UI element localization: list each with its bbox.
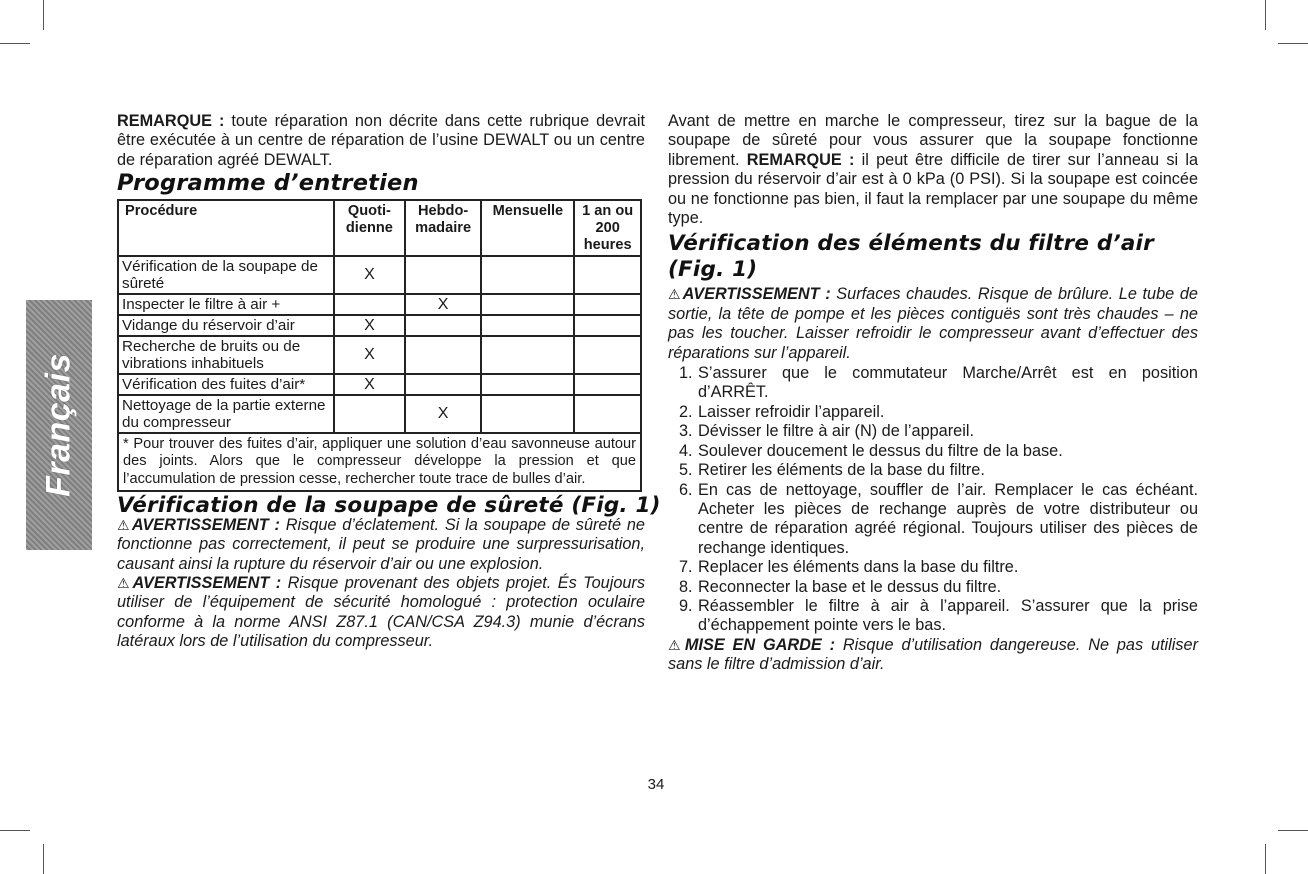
table-footnote-row	[118, 433, 641, 492]
list-item: 1. S’assurer que le commutateur Marche/Arrêt est en position d’ARRÊT.	[679, 364, 1198, 402]
row-daily: X	[334, 336, 405, 374]
table-row	[118, 256, 641, 294]
row-monthly	[481, 315, 574, 336]
row-procedure: Nettoyage de la partie externe du compresseur	[118, 395, 334, 433]
valve-intro-remark-text: il peut être difficile de tirer sur l’anneau si la pression du réservoir d’air est à 0 kPa (0 PSI). Si la soupape est coincée ou ne fonctionne pas bien, il faut la remplacer par une soupape du même type.	[668, 150, 1199, 228]
row-procedure: Vérification de la soupape de sûreté	[118, 256, 334, 294]
header-daily: Quoti- dienne	[334, 200, 405, 256]
row-monthly	[481, 294, 574, 315]
table-row	[118, 294, 641, 315]
filter-caution	[668, 636, 1198, 675]
list-item: 8. Reconnecter la base et le dessus du filtre.	[679, 577, 1002, 596]
row-weekly	[405, 256, 482, 294]
crop-mark	[43, 844, 44, 874]
valve-section-title: Vérification de la soupape de sûreté (Fig. 1)	[117, 493, 661, 519]
valve-warning-burst	[117, 516, 645, 574]
table-header-row	[118, 200, 641, 256]
right-column	[668, 112, 1198, 675]
valve-intro-remark-label: REMARQUE :	[746, 150, 855, 169]
header-yearly: 1 an ou 200 heures	[574, 200, 641, 256]
row-daily: X	[334, 315, 405, 336]
row-daily	[334, 294, 405, 315]
row-procedure: Recherche de bruits ou de vibrations inhabituels	[118, 336, 334, 374]
left-column	[117, 112, 661, 652]
crop-mark	[1278, 830, 1308, 831]
language-tab	[26, 300, 92, 550]
valve-intro-text: Avant de mettre en marche le compresseur, tirez sur la bague de la soupape de sûreté pour vous assurer que la soupape fonctionne librement.	[668, 112, 1198, 169]
row-weekly	[405, 315, 482, 336]
list-item: 5. Retirer les éléments de la base du filtre.	[679, 461, 985, 480]
row-yearly	[574, 294, 641, 315]
maintenance-table	[117, 199, 642, 493]
filter-caution-label: ⚠MISE EN GARDE :	[668, 635, 836, 654]
remark-paragraph	[117, 112, 645, 170]
table-row	[118, 374, 641, 395]
maintenance-title: Programme d’entretien	[117, 170, 419, 197]
crop-mark	[1265, 844, 1266, 874]
remark-text: toute réparation non décrite dans cette rubrique devrait être exécutée à un centre de réparation de l’usine DEWALT ou un centre de réparation agréé DEWALT.	[117, 112, 645, 169]
row-weekly: X	[405, 395, 482, 433]
list-item: 6. En cas de nettoyage, souffler de l’air. Remplacer le cas échéant. Acheter les pièces de rechange auprès de votre distributeur ou centre de réparation agréé régional. Toujours utiliser des pièces de rechange identiques.	[679, 480, 1198, 557]
valve-warning-projectiles-label: ⚠AVERTISSEMENT :	[117, 574, 282, 593]
filter-warning-hot-text: Surfaces chaudes. Risque de brûlure. Le tube de sortie, la tête de pompe et les pièces contiguës sont très chaudes – ne pas les toucher. Laisser refroidir le compresseur avant d’effectuer des réparations sur l’appareil.	[668, 285, 1198, 362]
row-procedure: Inspecter le filtre à air +	[118, 294, 334, 315]
row-monthly	[481, 256, 574, 294]
remark-label: REMARQUE :	[117, 112, 225, 130]
list-item: 3. Dévisser le filtre à air (N) de l’appareil.	[679, 422, 974, 441]
warning-triangle-icon: ⚠	[117, 516, 131, 533]
page-number: 34	[647, 776, 665, 793]
row-procedure: Vérification des fuites d’air*	[118, 374, 334, 395]
row-yearly	[574, 315, 641, 336]
crop-mark	[0, 43, 30, 44]
row-monthly	[481, 374, 574, 395]
header-weekly: Hebdo- madaire	[405, 200, 482, 256]
valve-warning-burst-text: Risque d’éclatement. Si la soupape de sûreté ne fonctionne pas correctement, il peut se produire une surpressurisation, causant ainsi la rupture du réservoir d’air ou une explosion.	[117, 515, 645, 573]
filter-warning-hot-label: ⚠AVERTISSEMENT :	[668, 285, 831, 304]
row-yearly	[574, 395, 641, 433]
filter-warning-hot	[668, 285, 1198, 363]
row-procedure: Vidange du réservoir d’air	[118, 315, 334, 336]
valve-warning-projectiles	[117, 574, 645, 652]
table-row	[118, 336, 641, 374]
table-footnote: * Pour trouver des fuites d’air, appliquer une solution d’eau savonneuse autour des joints. Alors que le compresseur développe la pression et que l’accumulation de pression cesse, rechercher toute trace de bulles d’air.	[118, 433, 641, 492]
valve-warning-projectiles-text: Risque provenant des objets projet. És Toujours utiliser de l’équipement de sécurité homologué : protection oculaire conforme à la norme ANSI Z87.1 (CAN/CSA Z94.3) munie d’écrans latéraux lors de l’utilisation du compresseur.	[117, 574, 645, 651]
warning-triangle-icon: ⚠	[668, 286, 682, 303]
valve-warning-burst-label: ⚠AVERTISSEMENT :	[117, 515, 280, 534]
crop-mark	[0, 830, 30, 831]
list-item: 4. Soulever doucement le dessus du filtre de la base.	[679, 441, 1063, 460]
valve-intro-paragraph	[668, 112, 1198, 228]
crop-mark	[1278, 43, 1308, 44]
header-monthly: Mensuelle	[481, 200, 574, 256]
row-daily: X	[334, 374, 405, 395]
language-tab-label: Français	[39, 353, 78, 497]
table-row	[118, 315, 641, 336]
row-weekly	[405, 374, 482, 395]
row-weekly: X	[405, 294, 482, 315]
filter-caution-text: Risque d’utilisation dangereuse. Ne pas utiliser sans le filtre d’admission d’air.	[668, 635, 1199, 674]
row-daily	[334, 395, 405, 433]
crop-mark	[1265, 0, 1266, 30]
row-daily: X	[334, 256, 405, 294]
warning-triangle-icon: ⚠	[117, 575, 132, 592]
filter-section-title: Vérification des éléments du filtre d’air (Fig. 1)	[668, 231, 1154, 283]
row-monthly	[481, 395, 574, 433]
warning-triangle-icon: ⚠	[668, 636, 684, 653]
row-monthly	[481, 336, 574, 374]
row-weekly	[405, 336, 482, 374]
table-row	[118, 395, 641, 433]
header-procedure: Procédure	[118, 200, 334, 256]
row-yearly	[574, 256, 641, 294]
row-yearly	[574, 374, 641, 395]
filter-steps-list	[668, 364, 1198, 636]
list-item: 2. Laisser refroidir l’appareil.	[679, 402, 885, 421]
list-item: 9. Réassembler le filtre à air à l’appareil. S’assurer que la prise d’échappement pointe vers le bas.	[679, 596, 1198, 635]
row-yearly	[574, 336, 641, 374]
list-item: 7. Replacer les éléments dans la base du filtre.	[679, 558, 1019, 577]
crop-mark	[43, 0, 44, 30]
